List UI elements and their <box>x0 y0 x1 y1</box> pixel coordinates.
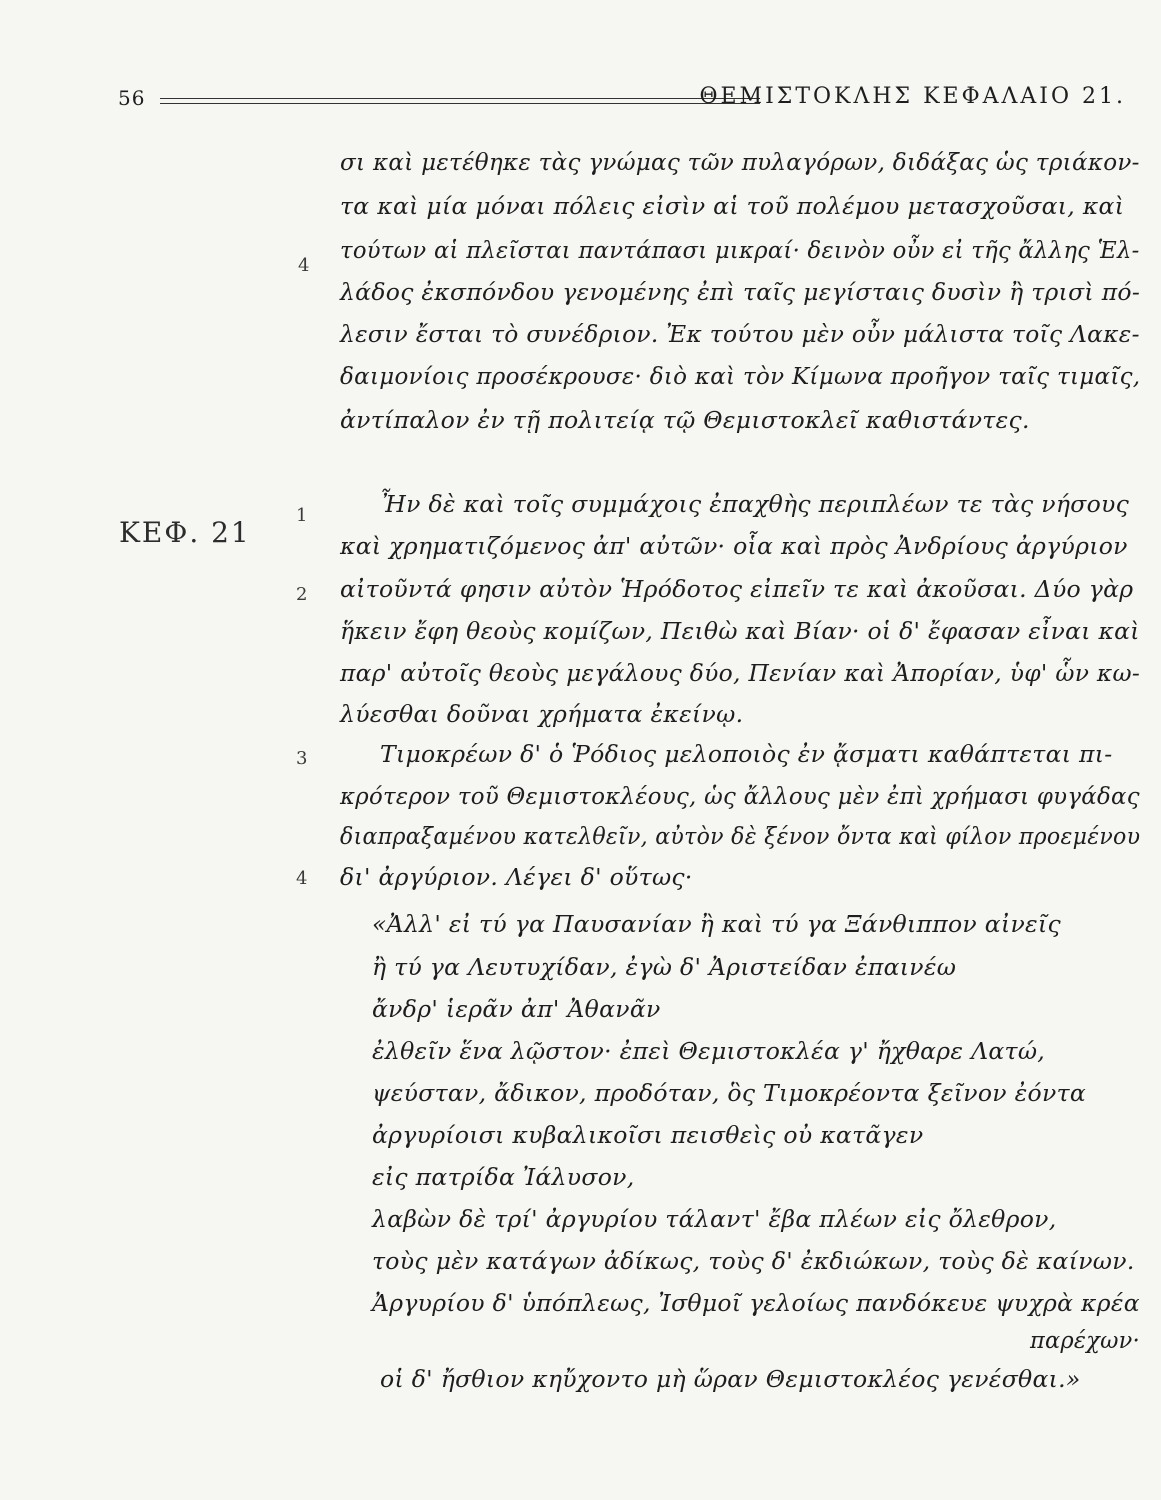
text-line: τα καὶ μία μόναι πόλεις εἰσὶν αἱ τοῦ πολέμου μετασχοῦσαι, καὶ <box>340 192 1125 220</box>
poem-line: ἄνδρ' ἱερᾶν ἀπ' Ἀθανᾶν <box>372 995 661 1023</box>
poem-line: ἢ τύ γα Λευτυχίδαν, ἐγὼ δ' Ἀριστείδαν ἐπαινέω <box>372 953 957 981</box>
chapter-margin-note: ΚΕΦ. 21 <box>119 516 251 549</box>
text-line: ἀντίπαλον ἐν τῇ πολιτείᾳ τῷ Θεμιστοκλεῖ καθιστάντες. <box>340 406 1030 434</box>
running-title: ΘΕΜΙΣΤΟΚΛΗΣ ΚΕΦΑΛΑΙΟ 21. <box>699 84 1126 109</box>
poem-line: εἰς πατρίδα Ἰάλυσον, <box>372 1163 635 1191</box>
poem-line: ψεύσταν, ἄδικον, προδόταν, ὃς Τιμοκρέοντα ξεῖνον ἐόντα <box>372 1079 1087 1107</box>
text-line: διαπραξαμένου κατελθεῖν, αὐτὸν δὲ ξένον ὄντα καὶ φίλον προεμένου <box>340 822 1141 850</box>
line-number: 2 <box>296 584 308 605</box>
header-rule-top <box>160 98 760 99</box>
poem-line: «Ἀλλ' εἰ τύ γα Παυσανίαν ἢ καὶ τύ γα Ξάνθιππον αἰνεῖς <box>372 910 1061 938</box>
poem-line: ἐλθεῖν ἕνα λῷστον· ἐπεὶ Θεμιστοκλέα γ' ἤχθαρε Λατώ, <box>372 1037 1046 1065</box>
text-line: αἰτοῦντά φησιν αὐτὸν Ἡρόδοτος εἰπεῖν τε καὶ ἀκοῦσαι. Δύο γὰρ <box>340 575 1134 603</box>
poem-line: οἱ δ' ἤσθιον κηὔχοντο μὴ ὥραν Θεμιστοκλέος γενέσθαι.» <box>380 1365 1081 1393</box>
text-line: κρότερον τοῦ Θεμιστοκλέους, ὡς ἄλλους μὲν ἐπὶ χρήμασι φυγάδας <box>340 782 1140 810</box>
poem-line: ἀργυρίοισι κυβαλικοῖσι πεισθεὶς οὐ κατᾶγεν <box>372 1121 924 1149</box>
text-line: ἥκειν ἔφη θεοὺς κομίζων, Πειθὼ καὶ Βίαν· οἱ δ' ἔφασαν εἶναι καὶ <box>340 617 1140 645</box>
text-line: Τιμοκρέων δ' ὁ Ῥόδιος μελοποιὸς ἐν ᾄσματι καθάπτεται πι- <box>380 740 1113 768</box>
text-line: παρ' αὐτοῖς θεοὺς μεγάλους δύο, Πενίαν καὶ Ἀπορίαν, ὑφ' ὧν κω- <box>340 659 1141 687</box>
line-number: 4 <box>298 255 310 276</box>
text-line: δαιμονίοις προσέκρουσε· διὸ καὶ τὸν Κίμωνα προῆγον ταῖς τιμαῖς, <box>340 362 1141 390</box>
header-rule-bottom <box>160 103 760 104</box>
text-line: δι' ἀργύριον. Λέγει δ' οὕτως· <box>340 863 693 891</box>
bleed-through <box>140 585 146 609</box>
page-header <box>118 86 1138 116</box>
line-number: 4 <box>296 868 308 889</box>
text-line: λύεσθαι δοῦναι χρήματα ἐκείνῳ. <box>340 700 744 728</box>
text-line: σι καὶ μετέθηκε τὰς γνώμας τῶν πυλαγόρων, διδάξας ὡς τριάκον- <box>340 148 1140 176</box>
poem-line: παρέχων· <box>1030 1326 1141 1354</box>
text-line: Ἦν δὲ καὶ τοῖς συμμάχοις ἐπαχθὴς περιπλέων τε τὰς νήσους <box>380 490 1130 518</box>
line-number: 1 <box>296 505 308 526</box>
text-line: καὶ χρηματιζόμενος ἀπ' αὐτῶν· οἷα καὶ πρὸς Ἀνδρίους ἀργύριον <box>340 532 1128 560</box>
poem-line: λαβὼν δὲ τρί' ἀργυρίου τάλαντ' ἔβα πλέων εἰς ὄλεθρον, <box>372 1205 1057 1233</box>
poem-line: τοὺς μὲν κατάγων ἀδίκως, τοὺς δ' ἐκδιώκων, τοὺς δὲ καίνων. <box>372 1247 1135 1275</box>
line-number: 3 <box>296 748 308 769</box>
text-line: λεσιν ἔσται τὸ συνέδριον. Ἐκ τούτου μὲν οὖν μάλιστα τοῖς Λακε- <box>340 320 1140 348</box>
text-line: λάδος ἐκσπόνδου γενομένης ἐπὶ ταῖς μεγίσταις δυσὶν ἢ τρισὶ πό- <box>340 278 1141 306</box>
text-line: τούτων αἱ πλεῖσται παντάπασι μικραί· δεινὸν οὖν εἰ τῆς ἄλλης Ἑλ- <box>340 236 1140 264</box>
page-number: 56 <box>118 86 146 110</box>
poem-line: Ἀργυρίου δ' ὑπόπλεως, Ἰσθμοῖ γελοίως πανδόκευε ψυχρὰ κρέα <box>372 1289 1140 1317</box>
